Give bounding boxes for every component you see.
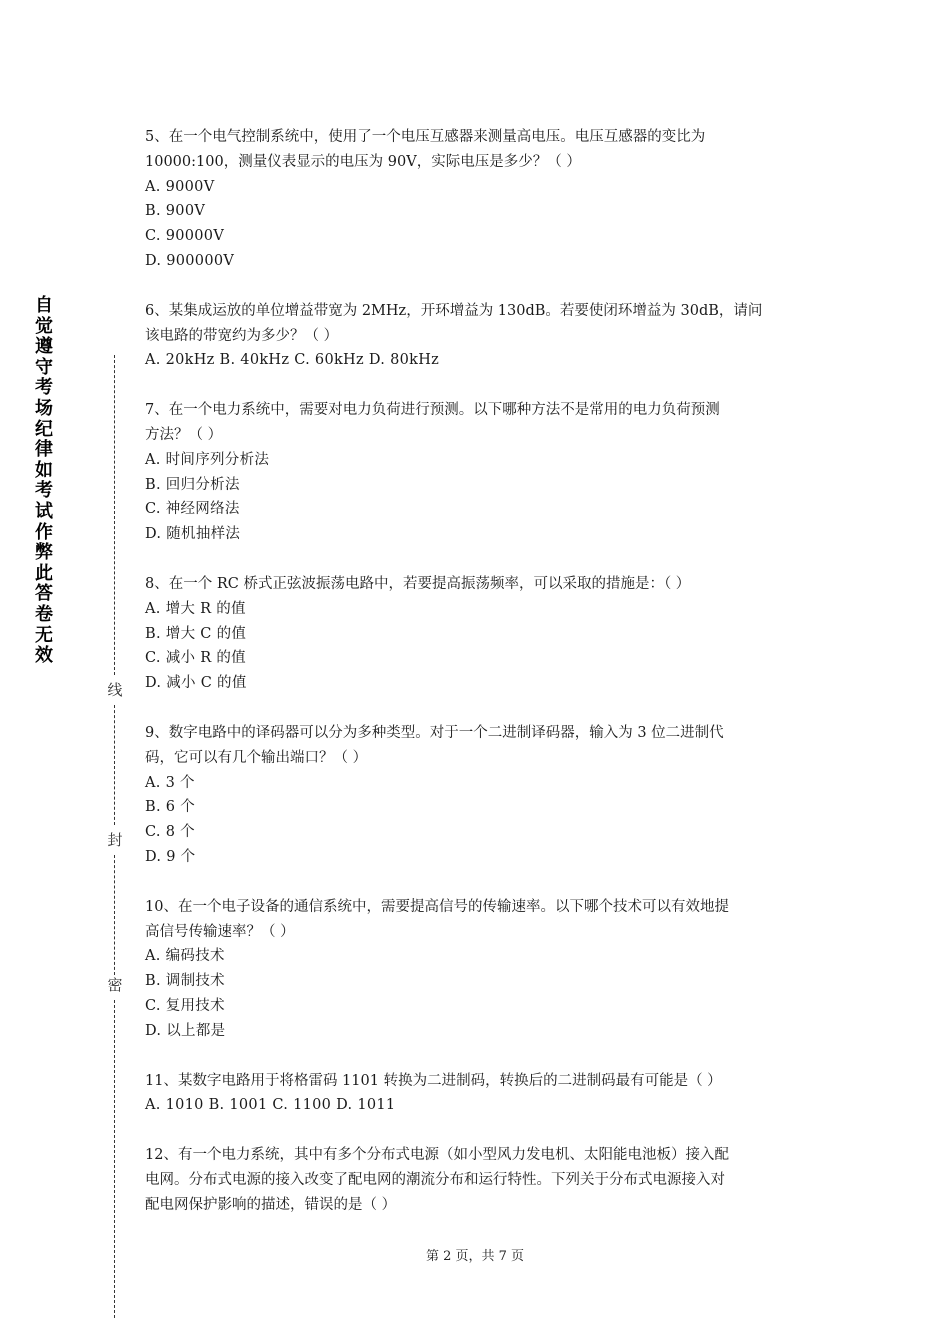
binding-label-line: 线 — [107, 681, 123, 699]
question-list — [145, 125, 810, 1242]
page-number: 第 2 页，共 7 页 — [425, 1249, 525, 1264]
notice-char: 答 — [35, 583, 53, 605]
question-stem-line: 10、在一个电子设备的通信系统中，需要提高信号的传输速率。以下哪个技术可以有效地提 — [145, 898, 729, 915]
answer-option: A. 3 个 — [145, 774, 195, 791]
notice-char: 此 — [35, 562, 53, 584]
answer-option: A. 时间序列分析法 — [145, 451, 270, 468]
notice-char: 如 — [35, 459, 53, 481]
question-stem-line: 码，它可以有几个输出端口？（ ） — [145, 749, 368, 766]
notice-char: 考 — [35, 480, 53, 502]
binding-line-segment-1 — [114, 355, 115, 675]
binding-line-segment-4 — [114, 1000, 115, 1318]
notice-char: 守 — [35, 356, 53, 378]
answer-option: B. 回归分析法 — [145, 476, 240, 493]
question-item — [145, 299, 810, 373]
answer-option: A. 9000V — [145, 178, 215, 195]
answer-option: C. 神经网络法 — [145, 501, 240, 518]
question-stem-line: 9、数字电路中的译码器可以分为多种类型。对于一个二进制译码器，输入为 3 位二进制代 — [145, 724, 724, 741]
question-item — [145, 1069, 810, 1119]
question-item — [145, 721, 810, 870]
question-item — [145, 398, 810, 547]
answer-option: B. 增大 C 的值 — [145, 625, 247, 642]
notice-char: 试 — [35, 500, 53, 522]
answer-option: D. 减小 C 的值 — [145, 675, 247, 692]
binding-line-segment-2 — [114, 705, 115, 825]
answer-option: A. 20kHz B. 40kHz C. 60kHz D. 80kHz — [145, 352, 440, 369]
question-stem-line: 该电路的带宽约为多少？（ ） — [145, 327, 339, 344]
notice-char: 考 — [35, 377, 53, 399]
exam-discipline-notice — [33, 296, 55, 667]
question-stem-line: 电网。分布式电源的接入改变了配电网的潮流分布和运行特性。下列关于分布式电源接入对 — [145, 1171, 725, 1188]
answer-option: B. 6 个 — [145, 799, 196, 816]
binding-label-secret: 密 — [107, 976, 123, 994]
answer-option: B. 调制技术 — [145, 973, 225, 990]
question-stem-line: 方法？（ ） — [145, 426, 223, 443]
question-item — [145, 125, 810, 274]
question-item — [145, 572, 810, 696]
answer-option: D. 随机抽样法 — [145, 526, 241, 543]
question-stem-line: 11、某数字电路用于将格雷码 1101 转换为二进制码，转换后的二进制码最有可能是（ ） — [145, 1072, 722, 1089]
question-stem-line: 6、某集成运放的单位增益带宽为 2MHz，开环增益为 130dB。若要使闭环增益为 30dB，请问 — [145, 302, 763, 319]
question-stem-line: 配电网保护影响的描述，错误的是（ ） — [145, 1196, 397, 1213]
question-stem-line: 7、在一个电力系统中，需要对电力负荷进行预测。以下哪种方法不是常用的电力负荷预测 — [145, 402, 720, 419]
question-stem-line: 5、在一个电气控制系统中，使用了一个电压互感器来测量高电压。电压互感器的变比为 — [145, 129, 706, 145]
answer-option: A. 1010 B. 1001 C. 1100 D. 1011 — [145, 1097, 396, 1114]
question-item — [145, 895, 810, 1044]
question-stem-line: 12、有一个电力系统，其中有多个分布式电源（如小型风力发电机、太阳能电池板）接入配 — [145, 1147, 729, 1164]
binding-line-segment-3 — [114, 855, 115, 975]
answer-option: D. 9 个 — [145, 848, 196, 865]
notice-char: 觉 — [35, 315, 53, 337]
binding-label-seal: 封 — [107, 831, 123, 849]
question-stem-line: 高信号传输速率？（ ） — [145, 923, 295, 940]
notice-char: 卷 — [35, 603, 53, 625]
notice-char: 弊 — [35, 542, 53, 564]
notice-char: 纪 — [35, 418, 53, 440]
answer-option: C. 8 个 — [145, 824, 195, 841]
notice-char: 场 — [35, 397, 53, 419]
answer-option: C. 90000V — [145, 228, 225, 245]
notice-char: 效 — [35, 645, 53, 667]
answer-option: B. 900V — [145, 203, 206, 220]
notice-char: 律 — [35, 439, 53, 461]
answer-option: A. 增大 R 的值 — [145, 600, 246, 617]
answer-option: A. 编码技术 — [145, 948, 225, 965]
notice-char: 遵 — [35, 336, 53, 358]
question-item — [145, 1143, 810, 1217]
notice-char: 作 — [35, 521, 53, 543]
answer-option: C. 减小 R 的值 — [145, 650, 246, 667]
notice-char: 无 — [35, 624, 53, 646]
question-stem-line: 10000:100，测量仪表显示的电压为 90V，实际电压是多少？（ ） — [145, 153, 581, 170]
answer-option: D. 900000V — [145, 252, 235, 269]
answer-option: D. 以上都是 — [145, 1022, 226, 1039]
question-stem-line: 8、在一个 RC 桥式正弦波振荡电路中，若要提高振荡频率，可以采取的措施是：（ ） — [145, 575, 691, 592]
notice-char: 自 — [35, 295, 53, 316]
answer-option: C. 复用技术 — [145, 997, 225, 1014]
